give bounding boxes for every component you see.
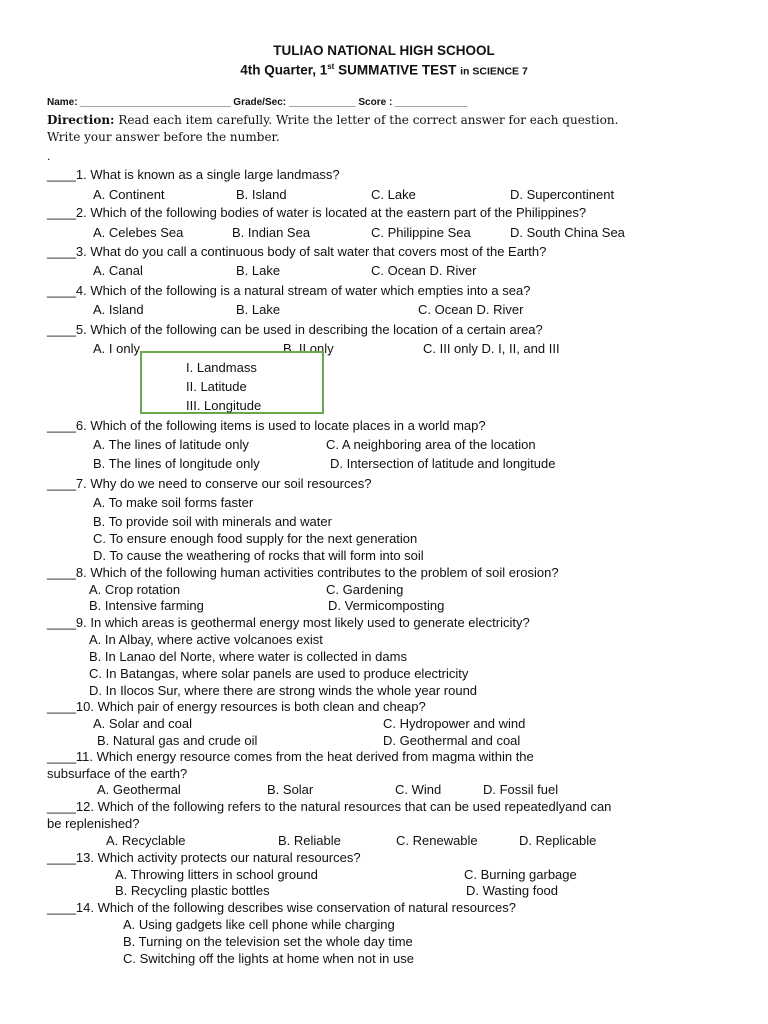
question-11-stem-line-2: subsurface of the earth? — [47, 766, 188, 781]
question-8-option-c: C. Gardening — [326, 582, 404, 597]
stray-dot: . — [47, 149, 51, 163]
direction-line-2: Write your answer before the number. — [47, 130, 280, 144]
question-7-option-b: B. To provide soil with minerals and water — [93, 514, 332, 529]
question-1-option-d: D. Supercontinent — [510, 187, 615, 202]
question-12-option-c: C. Renewable — [396, 833, 478, 848]
question-5-stem: ____5. Which of the following can be used in describing the location of a certain area? — [47, 322, 543, 337]
question-6-option-c: C. A neighboring area of the location — [326, 437, 536, 452]
test-title-sup: st — [327, 62, 335, 71]
question-13-option-b: B. Recycling plastic bottles — [115, 883, 270, 898]
question-3-option-b: B. Lake — [236, 263, 281, 278]
question-5-option-b: B. II only — [283, 341, 334, 356]
question-11-option-b: B. Solar — [267, 782, 314, 797]
question-11-option-d: D. Fossil fuel — [483, 782, 559, 797]
question-2-option-b: B. Indian Sea — [232, 225, 311, 240]
test-title — [0, 62, 768, 78]
question-11-stem-line-1: ____11. Which energy resource comes from the heat derived from magma within the — [47, 749, 534, 764]
question-12-option-b: B. Reliable — [278, 833, 341, 848]
question-13-option-c: C. Burning garbage — [464, 867, 577, 882]
test-title-subject: in SCIENCE 7 — [460, 65, 528, 78]
question-8-stem: ____8. Which of the following human activities contributes to the problem of soil erosion? — [47, 565, 559, 580]
question-3-option-a: A. Canal — [93, 263, 143, 278]
question-9-option-c: C. In Batangas, where solar panels are used to produce electricity — [89, 666, 469, 681]
question-6-option-a: A. The lines of latitude only — [93, 437, 249, 452]
question-13-option-a: A. Throwing litters in school ground — [115, 867, 318, 882]
direction-text-1: Read each item carefully. Write the letter of the correct answer for each question. — [114, 113, 619, 127]
question-13-option-d: D. Wasting food — [466, 883, 559, 898]
question-4-stem: ____4. Which of the following is a natural stream of water which empties into a sea? — [47, 283, 531, 298]
question-2-option-d: D. South China Sea — [510, 225, 625, 240]
question-9-option-b: B. In Lanao del Norte, where water is collected in dams — [89, 649, 407, 664]
question-7-option-a: A. To make soil forms faster — [93, 495, 254, 510]
question-3-stem: ____3. What do you call a continuous body of salt water that covers most of the Earth? — [47, 244, 547, 259]
question-10-option-c: C. Hydropower and wind — [383, 716, 526, 731]
question-1-option-a: A. Continent — [93, 187, 165, 202]
question-14-stem: ____14. Which of the following describes wise conservation of natural resources? — [47, 900, 516, 915]
question-12-option-a: A. Recyclable — [106, 833, 186, 848]
question-14-option-c: C. Switching off the lights at home when not in use — [123, 951, 414, 966]
question-5-box-item-3: III. Longitude — [186, 398, 262, 413]
question-5-option-c: C. III only D. I, II, and III — [423, 341, 560, 356]
question-1-option-b: B. Island — [236, 187, 287, 202]
question-6-option-b: B. The lines of longitude only — [93, 456, 260, 471]
question-2-option-a: A. Celebes Sea — [93, 225, 184, 240]
question-5-box-item-2: II. Latitude — [186, 379, 247, 394]
question-10-option-b: B. Natural gas and crude oil — [97, 733, 258, 748]
test-title-test: SUMMATIVE TEST — [334, 62, 461, 78]
question-13-stem: ____13. Which activity protects our natural resources? — [47, 850, 361, 865]
school-name: TULIAO NATIONAL HIGH SCHOOL — [273, 43, 495, 58]
question-7-stem: ____7. Why do we need to conserve our soil resources? — [47, 476, 372, 491]
question-9-option-a: A. In Albay, where active volcanoes exist — [89, 632, 323, 647]
question-3-option-c: C. Ocean D. River — [371, 263, 477, 278]
question-12-stem-line-1: ____12. Which of the following refers to the natural resources that can be used repeatedlyand can — [47, 799, 612, 814]
question-7-option-c: C. To ensure enough food supply for the next generation — [93, 531, 418, 546]
question-12-option-d: D. Replicable — [519, 833, 597, 848]
student-info-line: Name: ___________________________ Grade/Sec: ____________ Score : _____________ — [47, 97, 468, 108]
question-2-stem: ____2. Which of the following bodies of water is located at the eastern part of the Philippines? — [47, 205, 587, 220]
direction-label: Direction: — [47, 113, 115, 127]
question-8-option-a: A. Crop rotation — [89, 582, 181, 597]
question-1-stem: ____1. What is known as a single large landmass? — [47, 167, 340, 182]
question-1-option-c: C. Lake — [371, 187, 416, 202]
question-4-option-b: B. Lake — [236, 302, 281, 317]
question-4-option-a: A. Island — [93, 302, 144, 317]
question-9-option-d: D. In Ilocos Sur, where there are strong winds the whole year round — [89, 683, 478, 698]
question-8-option-b: B. Intensive farming — [89, 598, 204, 613]
question-5-option-a: A. I only — [93, 341, 140, 356]
question-7-option-d: D. To cause the weathering of rocks that will form into soil — [93, 548, 424, 563]
test-title-quarter: 4th Quarter, 1 — [240, 62, 328, 78]
question-11-option-c: C. Wind — [395, 782, 442, 797]
question-4-option-c: C. Ocean D. River — [418, 302, 524, 317]
question-6-stem: ____6. Which of the following items is used to locate places in a world map? — [47, 418, 486, 433]
question-9-stem: ____9. In which areas is geothermal energy most likely used to generate electricity? — [47, 615, 530, 630]
question-2-option-c: C. Philippine Sea — [371, 225, 471, 240]
question-5-box-item-1: I. Landmass — [186, 360, 257, 375]
question-12-stem-line-2: be replenished? — [47, 816, 140, 831]
direction-line-1 — [47, 113, 618, 127]
question-10-option-a: A. Solar and coal — [93, 716, 193, 731]
question-14-option-b: B. Turning on the television set the whole day time — [123, 934, 413, 949]
question-10-option-d: D. Geothermal and coal — [383, 733, 521, 748]
question-14-option-a: A. Using gadgets like cell phone while charging — [123, 917, 395, 932]
question-6-option-d: D. Intersection of latitude and longitude — [330, 456, 556, 471]
question-11-option-a: A. Geothermal — [97, 782, 181, 797]
question-8-option-d: D. Vermicomposting — [328, 598, 445, 613]
question-10-stem: ____10. Which pair of energy resources is both clean and cheap? — [47, 699, 426, 714]
